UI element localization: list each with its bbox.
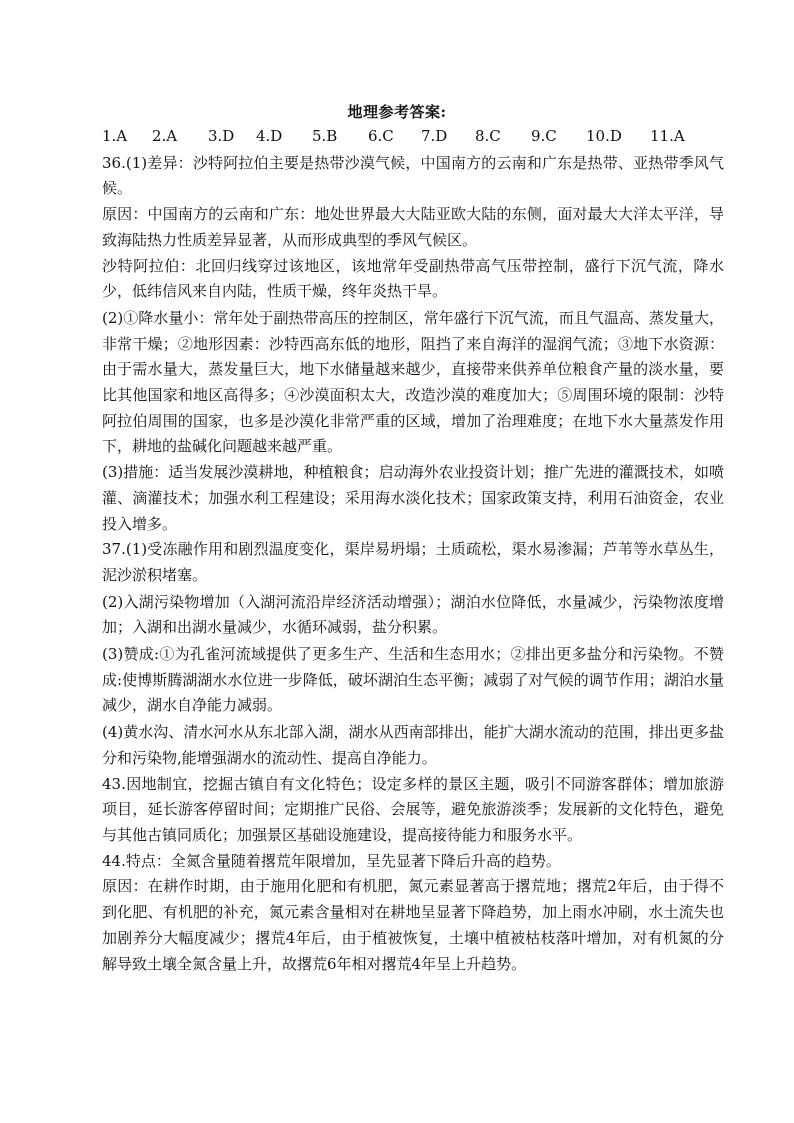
q44-reason: 原因：在耕作时期，由于施用化肥和有机肥，氮元素显著高于撂荒地；撂荒2年后，由于得不到化肥、有机肥的补充，氮元素含量相对在耕地呈显著下降趋势，加上雨水冲刷，水土流失也加剧养分大幅度减少；撂荒4年后，由于植被恢复，土壤中植被枯枝落叶增加，对有机氮的分解导致土壤全氮含量上升，故撂荒6年相对撂荒4年呈上升趋势。 (102, 877, 724, 973)
q36-part2: (2)①降水量小：常年处于副热带高压的控制区，常年盛行下沉气流，而且气温高、蒸发量大，非常干燥；②地形因素：沙特西高东低的地形，阻挡了来自海洋的湿润气流；③地下水资源：由于需水量大，蒸发量巨大，地下水储量越来越少，直接带来供养单位粮食产量的淡水量，要比其他国家和地区高得多；④沙漠面积太大，改造沙漠的难度加大；⑤周围环境的限制：沙特阿拉伯周围的国家，也多是沙漠化非常严重的区域，增加了治理难度；在地下水大量蒸发作用下，耕地的盐碱化问题越来越严重。 (102, 308, 724, 456)
answer-2: 2.A (152, 127, 178, 145)
answer-1: 1.A (102, 127, 128, 145)
answer-3: 3.D (208, 127, 235, 145)
q37-part1: 37.(1)受冻融作用和剧烈温度变化，渠岸易坍塌；土质疏松，渠水易渗漏；芦苇等水草丛生，泥沙淤积堵塞。 (102, 540, 724, 584)
q44-feature: 44.特点：全氮含量随着撂荒年限增加，呈先显著下降后升高的趋势。 (102, 851, 561, 870)
answer-7: 7.D (421, 127, 448, 145)
q37-part3: (3)赞成:①为孔雀河流域提供了更多生产、生活和生态用水；②排出更多盐分和污染物。不赞成:使博斯腾湖湖水水位进一步降低，破坏湖泊生态平衡；减弱了对气候的调节作用；湖泊水量减少，湖水自净能力减弱。 (102, 645, 724, 715)
q43-answer: 43.因地制宜，挖掘古镇自有文化特色；设定多样的景区主题，吸引不同游客群体；增加旅游项目，延长游客停留时间；定期推广民俗、会展等，避免旅游淡季；发展新的文化特色，避免与其他古镇同质化；加强景区基础设施建设，提高接待能力和服务水平。 (102, 774, 724, 844)
answer-5: 5.B (312, 127, 338, 145)
answer-4: 4.D (256, 127, 283, 145)
answer-8: 8.C (475, 127, 501, 145)
q36-part3: (3)措施：适当发展沙漠耕地，种植粮食；启动海外农业投资计划；推广先进的灌溉技术，如喷灌、滴灌技术；加强水利工程建设；采用海水淡化技术；国家政策支持，利用石油资金，农业投入增多。 (102, 463, 724, 533)
q36-reason-saudi: 沙特阿拉伯：北回归线穿过该地区，该地常年受副热带高气压带控制，盛行下沉气流，降水少，低纬信风来自内陆，性质干燥，终年炎热干旱。 (102, 256, 724, 301)
answer-6: 6.C (368, 127, 394, 145)
answer-11: 11.A (650, 127, 685, 145)
answer-9: 9.C (531, 127, 557, 145)
answer-body (102, 124, 724, 977)
q37-part2: (2)入湖污染物增加（入湖河流沿岸经济活动增强）；湖泊水位降低，水量减少，污染物浓度增加；入湖和出湖水量减少，水循环减弱，盐分积累。 (102, 592, 724, 637)
q36-part1: 36.(1)差异：沙特阿拉伯主要是热带沙漠气候，中国南方的云南和广东是热带、亚热带季风气候。 (102, 153, 724, 198)
q36-reason-china: 原因：中国南方的云南和广东：地处世界最大大陆亚欧大陆的东侧，面对最大大洋太平洋，导致海陆热力性质差异显著，从而形成典型的季风气候区。 (102, 205, 724, 249)
q37-part4: (4)黄水沟、清水河水从东北部入湖，湖水从西南部排出，能扩大湖水流动的范围，排出更多盐分和污染物,能增强湖水的流动性、提高自净能力。 (102, 723, 724, 767)
multiple-choice-answers (102, 124, 724, 150)
page-title: 地理参考答案: (347, 103, 447, 121)
answer-10: 10.D (586, 127, 622, 145)
